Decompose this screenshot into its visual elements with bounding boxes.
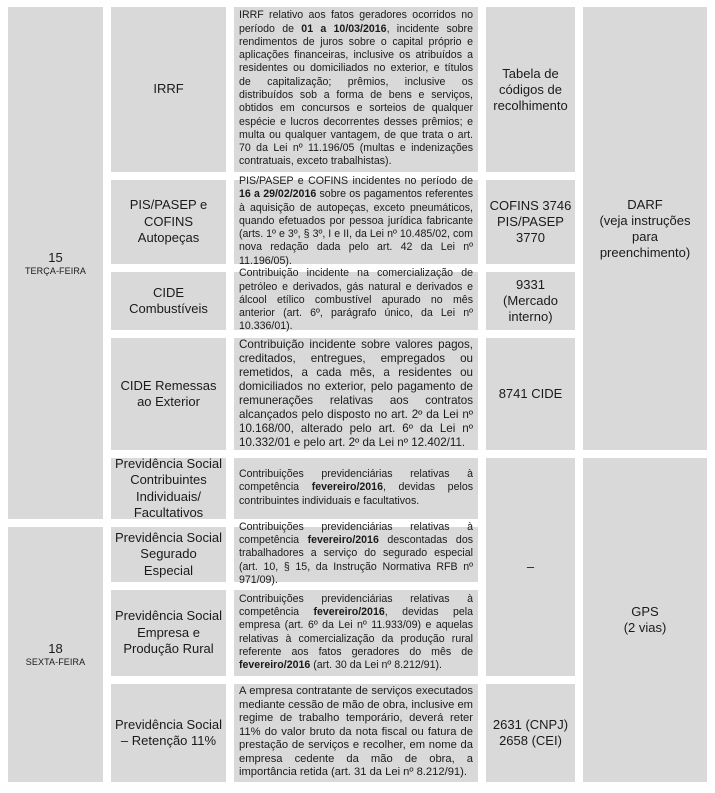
- tax-name: IRRF: [111, 7, 226, 172]
- desc-period: fevereiro/2016: [239, 659, 311, 672]
- tax-name: Previdência Social Segurado Especial: [111, 527, 226, 582]
- desc-text: IRRF relativo aos fatos geradores ocorridos no período de: [239, 9, 473, 35]
- tax-description: [234, 267, 478, 333]
- document-label: DARF: [627, 196, 663, 212]
- desc-text: Contribuição incidente na comercialização de petróleo e derivados, gás natural e derivados e álcool etílico combustível apurado no mês anterior (art. 6º, parágrafo único, da Lei nº 10.336/01).: [239, 267, 473, 333]
- desc-text: , devidas pela empresa (art. 6º da Lei nº 11.933/09) e aquelas relativas à comercialização da produção rural referente aos fatos geradores do mês de: [239, 605, 474, 658]
- desc-text: (art. 30 da Lei nº 8.212/91).: [310, 659, 442, 672]
- day-number: 18: [48, 641, 63, 656]
- tax-code-none: –: [486, 458, 575, 676]
- tax-description: [234, 684, 478, 782]
- document-note: (2 vias): [623, 620, 667, 635]
- desc-text: PIS/PASEP e COFINS incidentes no período de: [239, 174, 473, 187]
- tax-calendar-table: [8, 7, 707, 782]
- tax-description: [234, 174, 478, 267]
- tax-code: 2631 (CNPJ) 2658 (CEI): [486, 684, 575, 782]
- document-darf: [583, 7, 707, 450]
- desc-period: fevereiro/2016: [307, 534, 379, 547]
- day-number: 15: [48, 249, 63, 265]
- tax-description: [234, 7, 478, 172]
- tax-name: Previdência Social Empresa e Produção Rural: [111, 590, 226, 676]
- tax-description: [234, 520, 478, 586]
- document-note: (veja instruções para preenchimento): [599, 212, 691, 260]
- tax-name: PIS/PASEP e COFINS Autopeças: [111, 180, 226, 264]
- day-cell-18: [8, 527, 103, 782]
- desc-text: sobre os pagamentos referentes à aquisição de autopeças, exceto pneumáticos, quando efetuados por pessoa jurídica fabricante (arts. 1º e 3º, § 3º, I e II, da Lei nº 10.485/02, com nova redação dada pelo art. 42 da Lei nº 11.196/05).: [239, 188, 473, 267]
- document-gps: [583, 458, 707, 782]
- desc-text: Contribuições previdenciárias relativas à competência: [239, 592, 473, 618]
- tax-code: 9331 (Mercado interno): [486, 272, 575, 330]
- tax-name: CIDE Combustíveis: [111, 272, 226, 330]
- desc-period: fevereiro/2016: [311, 481, 383, 494]
- desc-text: , devidas pelos contribuintes individuais e facultativos.: [239, 481, 474, 507]
- tax-description: [234, 590, 478, 676]
- desc-period: 01 a 10/03/2016: [301, 22, 387, 35]
- desc-text: Contribuições previdenciárias relativas à competência: [239, 520, 473, 547]
- tax-description: [234, 458, 478, 519]
- day-cell-15: [8, 7, 103, 519]
- day-weekday: TERÇA-FEIRA: [24, 265, 87, 276]
- desc-text: Contribuições previdenciárias relativas à competência: [239, 468, 473, 494]
- desc-text: descontadas dos trabalhadores a serviço do segurado especial (art. 10, § 15, da Instrução Normativa RFB nº 971/09).: [239, 534, 474, 586]
- desc-period: 16 a 29/02/2016: [239, 188, 317, 201]
- desc-text: , incidente sobre rendimentos de juros sobre o capital próprio e aplicações financeiras, inclusive os atribuídos a residentes ou domiciliados no exterior, e títulos de capitalização; prêmios, inclusive os distribuídos sob a forma de bens e serviços, obtidos em concursos e sorteios de qualquer espécie e lucros decorrentes desses prêmios; e multa ou qualquer vantagem, de que trata o art. 70 da Lei nº 11.196/05 (multas e indenizações contratuais, exceto trabalhistas).: [239, 22, 473, 168]
- desc-text: A empresa contratante de serviços executados mediante cessão de mão de obra, inclusive em regime de trabalho temporário, deverá reter 11% do valor bruto da nota fiscal ou fatura de prestação de serviços e recolher, em nome da empresa cedente da mão de obra, a importância retida (art. 31 da Lei nº 8.212/91).: [239, 684, 473, 779]
- tax-code: 8741 CIDE: [486, 338, 575, 450]
- tax-name: Previdência Social – Retenção 11%: [111, 684, 226, 782]
- document-label: GPS: [631, 604, 659, 619]
- tax-description: [234, 338, 478, 450]
- tax-name: CIDE Remessas ao Exterior: [111, 338, 226, 450]
- tax-code: Tabela de códigos de recolhimento: [486, 7, 575, 172]
- desc-period: fevereiro/2016: [313, 605, 385, 618]
- tax-name: Previdência Social Contribuintes Individuais/ Facultativos: [111, 458, 226, 519]
- desc-text: Contribuição incidente sobre valores pagos, creditados, entregues, empregados ou remetidos, a cada mês, a residentes ou domiciliados no exterior, pelo pagamento de remunerações relativas aos contratos alcançados pelo disposto no art. 2º da Lei nº 10.168/00, alterado pelo art. 6º da Lei nº 10.332/01 e pelo art. 2º da Lei nº 12.402/11.: [239, 337, 473, 449]
- tax-code: COFINS 3746 PIS/PASEP 3770: [486, 180, 575, 264]
- day-weekday: SEXTA-FEIRA: [25, 657, 86, 667]
